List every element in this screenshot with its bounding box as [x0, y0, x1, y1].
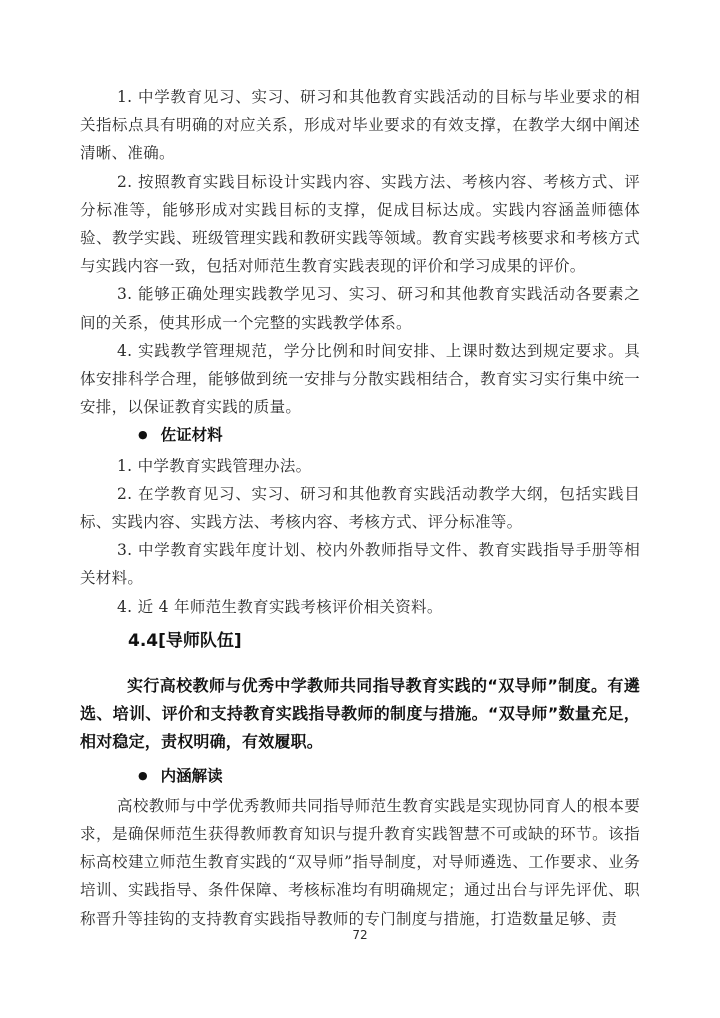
interpretation-paragraph: 高校教师与中学优秀教师共同指导师范生教育实践是实现协同育人的根本要求，是确保师范生获得教师教育知识与提升教育实践智慧不可或缺的环节。该指标高校建立师范生教育实践的“双导师”指导制度，对导师遴选、工作要求、业务培训、实践指导、条件保障、考核标准均有明确规定；通过出台与评先评优、职称晋升等挂钩的支持教育实践指导教师的专门制度与措施，打造数量足够、责 — [80, 796, 640, 928]
evidence-item-3: 3. 中学教育实践年度计划、校内外教师指导文件、教育实践指导手册等相关材料。 — [80, 541, 640, 588]
section-heading-mentor-team: 4.4[导师队伍] — [128, 630, 242, 651]
requirement-paragraph-1: 1. 中学教育见习、实习、研习和其他教育实践活动的目标与毕业要求的相关指标点具有明确的对应关系，形成对毕业要求的有效支撑，在教学大纲中阐述清晰、准确。 — [80, 88, 640, 163]
evidence-item-1: 1. 中学教育实践管理办法。 — [117, 456, 312, 475]
requirement-paragraph-4: 4. 实践教学管理规范，学分比例和时间安排、上课时数达到规定要求。具体安排科学合理，能够做到统一安排与分散实践相结合，教育实习实行集中统一安排，以保证教育实践的质量。 — [80, 341, 640, 417]
interpretation-label: 内涵解读 — [160, 766, 223, 785]
evidence-materials-heading — [80, 421, 640, 451]
page-content — [80, 83, 640, 933]
bullet-icon: ● — [138, 768, 148, 782]
page-number: 72 — [352, 928, 368, 942]
mentor-intro-paragraph: 实行高校教师与优秀中学教师共同指导教育实践的“双导师”制度。有遴选、培训、评价和支持教育实践指导教师的制度与措施。“双导师”数量充足，相对稳定，责权明确，有效履职。 — [80, 676, 640, 752]
interpretation-heading — [80, 762, 640, 792]
requirement-paragraph-3: 3. 能够正确处理实践教学见习、实习、研习和其他教育实践活动各要素之间的关系，使其形成一个完整的实践教学体系。 — [80, 285, 640, 332]
bullet-icon: ● — [138, 428, 148, 442]
evidence-item-4: 4. 近 4 年师范生教育实践考核评价相关资料。 — [117, 597, 443, 616]
evidence-item-2: 2. 在学教育见习、实习、研习和其他教育实践活动教学大纲，包括实践目标、实践内容、实践方法、考核内容、考核方式、评分标准等。 — [80, 484, 640, 532]
evidence-materials-label: 佐证材料 — [160, 426, 223, 445]
requirement-paragraph-2: 2. 按照教育实践目标设计实践内容、实践方法、考核内容、考核方式、评分标准等，能够形成对实践目标的支撑，促成目标达成。实践内容涵盖师德体验、教学实践、班级管理实践和教研实践等领域。教育实践考核要求和考核方式与实践内容一致，包括对师范生教育实践表现的评价和学习成果的评价。 — [80, 172, 640, 276]
